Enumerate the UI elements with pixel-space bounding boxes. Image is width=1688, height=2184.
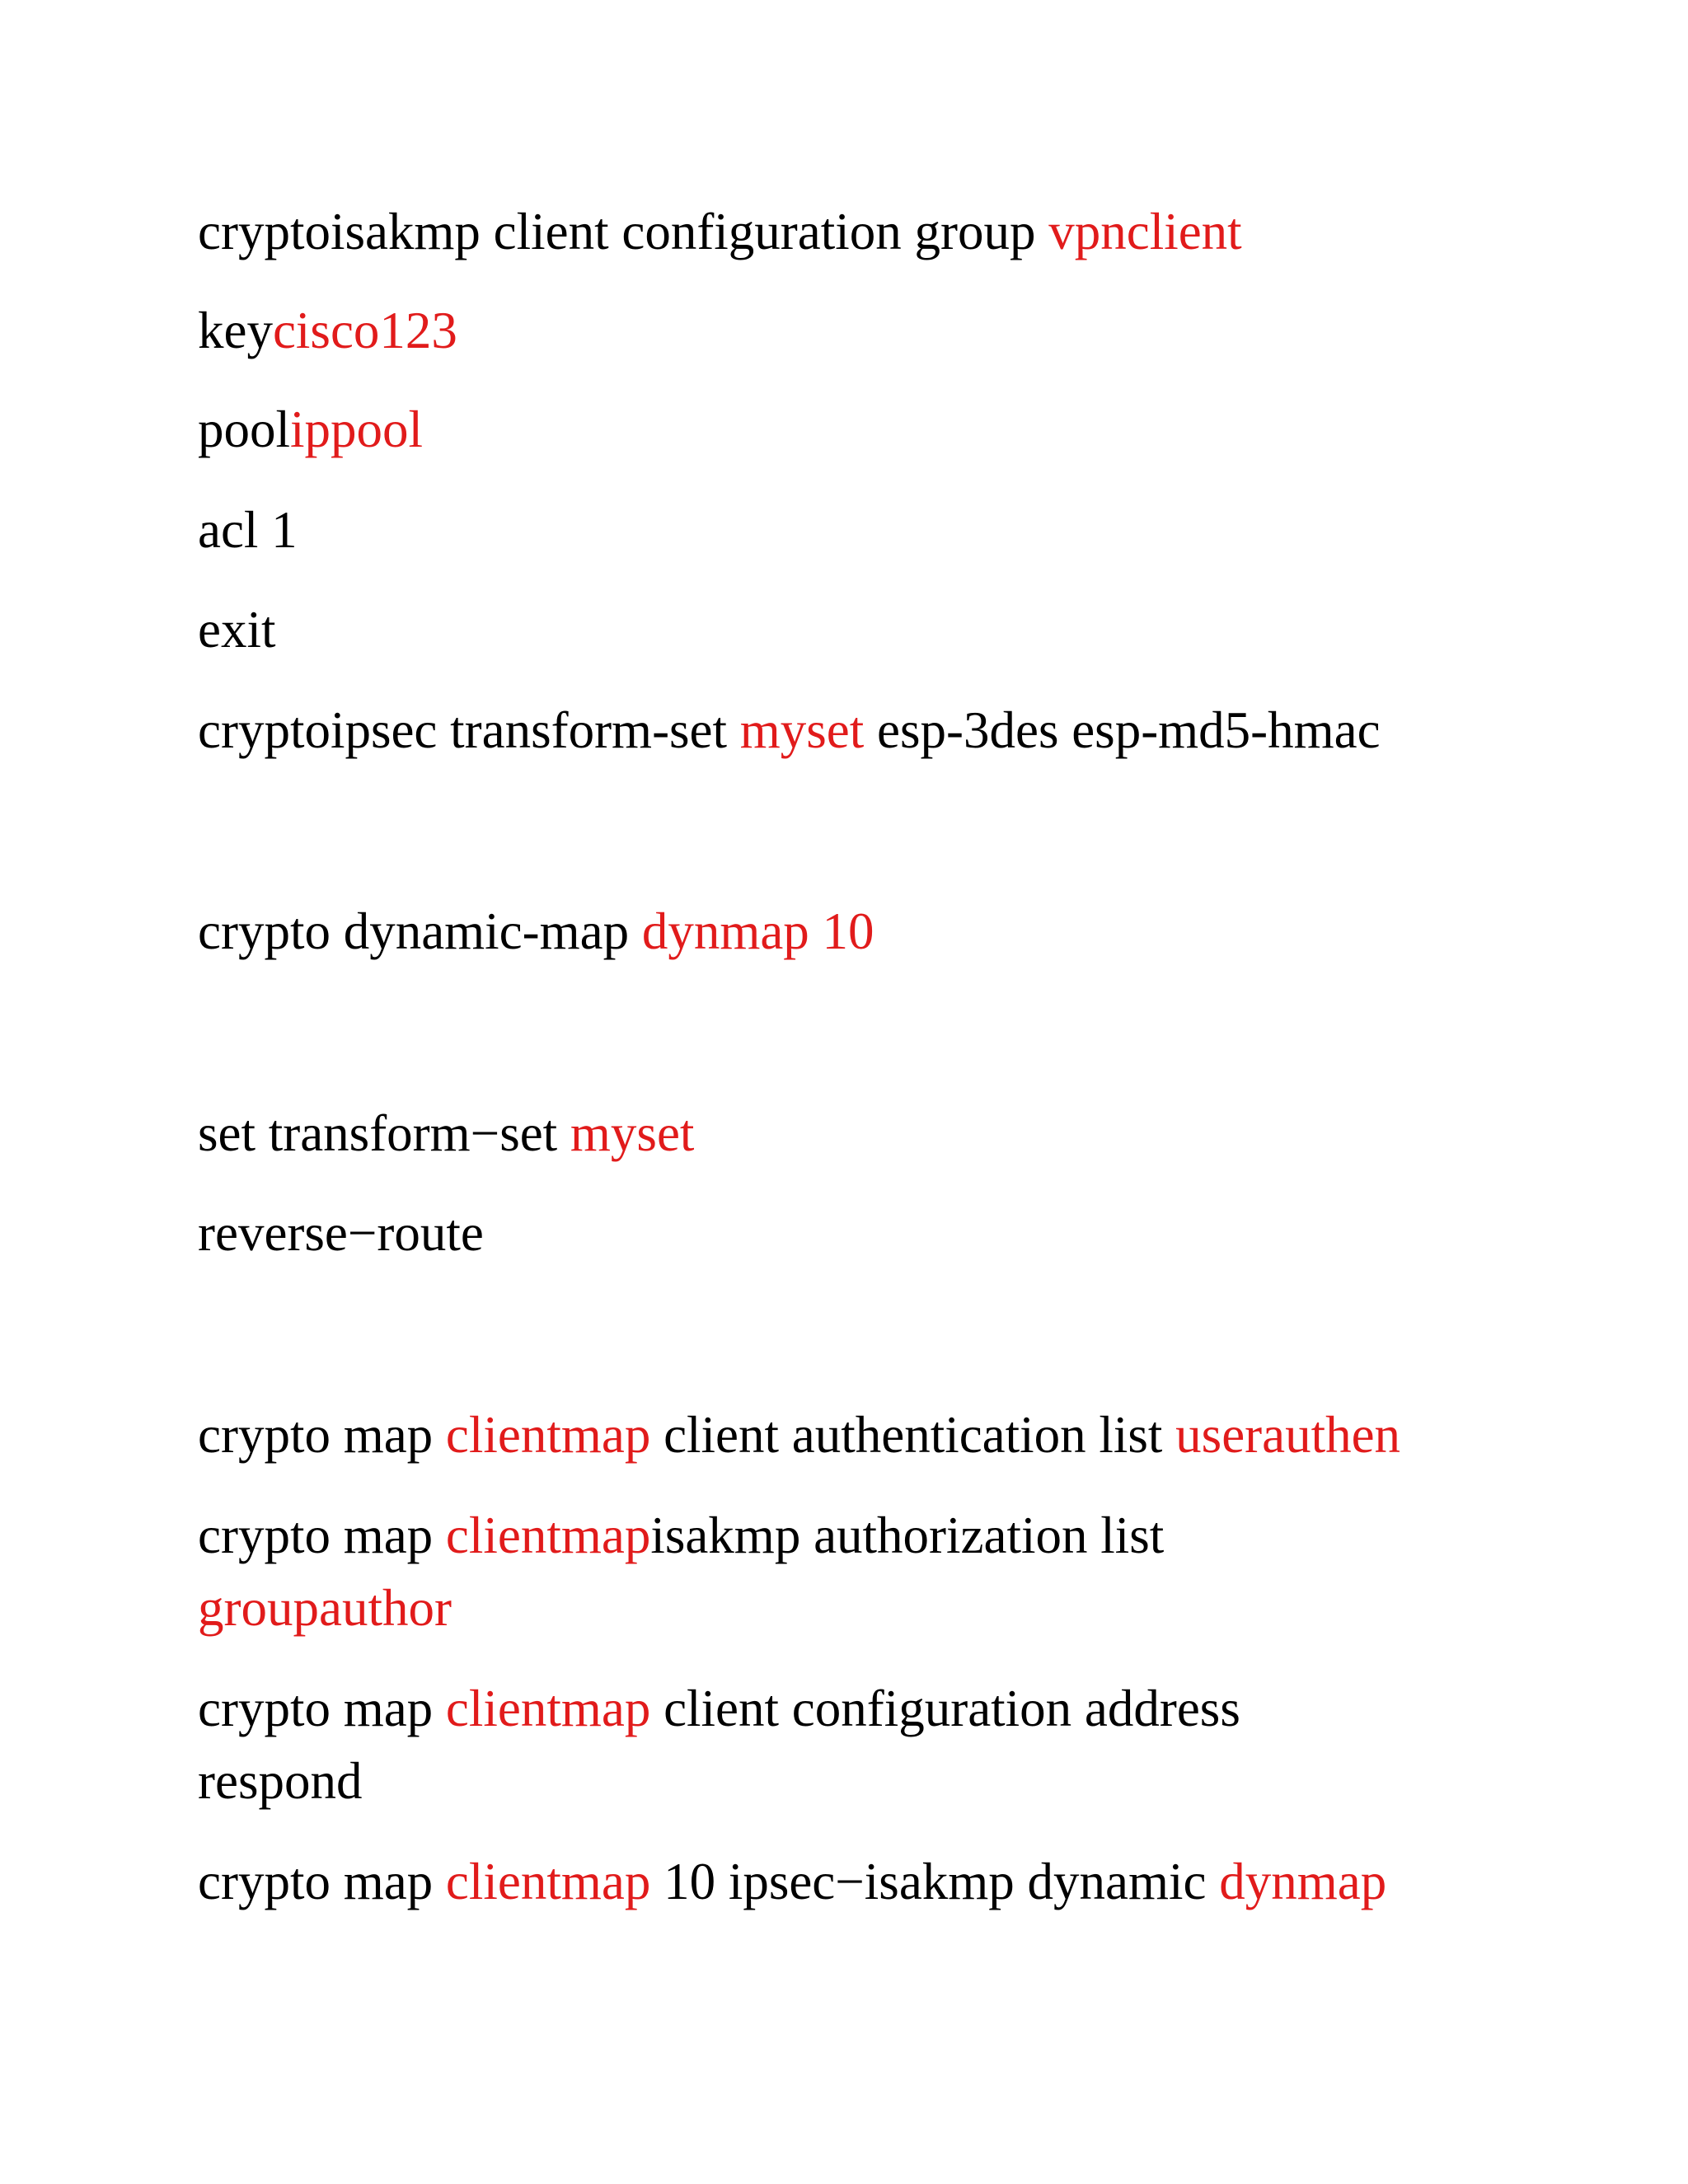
- transform-set-name: myset: [739, 701, 865, 759]
- line-text: client authentication list: [650, 1406, 1176, 1464]
- line-text: crypto map: [198, 1680, 446, 1737]
- line-text: crypto map: [198, 1853, 446, 1910]
- config-line-dynamic-map: [198, 902, 874, 960]
- line-text: isakmp authorization list: [650, 1507, 1165, 1564]
- line-text: crypto map: [198, 1406, 446, 1464]
- config-line-acl: [198, 501, 298, 559]
- line-text: esp-3des esp-md5-hmac: [864, 701, 1381, 759]
- line-text: crypto map: [198, 1507, 446, 1564]
- config-line-key: [198, 302, 457, 359]
- config-line-isakmp-authorization-cont: [198, 1579, 452, 1637]
- line-text: crypto dynamic-map: [198, 902, 642, 960]
- line-text: respond: [198, 1752, 363, 1810]
- config-line-client-config-address-cont: [198, 1752, 363, 1810]
- line-text: pool: [198, 401, 291, 458]
- authorization-list-name: groupauthor: [198, 1579, 452, 1637]
- config-line-reverse-route: [198, 1204, 484, 1262]
- config-line-set-transform: [198, 1104, 695, 1162]
- line-text: set transform−set: [198, 1104, 570, 1162]
- config-line-client-config-address: [198, 1680, 1240, 1737]
- config-line-transform-set: [198, 701, 1381, 759]
- crypto-map-name: clientmap: [445, 1680, 651, 1737]
- line-text: client configuration address: [650, 1680, 1240, 1737]
- transform-set-name: myset: [570, 1104, 695, 1162]
- line-text: acl 1: [198, 501, 298, 559]
- line-text: 10 ipsec−isakmp dynamic: [650, 1853, 1220, 1910]
- crypto-map-name: clientmap: [445, 1853, 651, 1910]
- crypto-map-name: clientmap: [445, 1406, 651, 1464]
- config-line-pool: [198, 401, 424, 458]
- dynamic-map-name: dynmap 10: [641, 902, 874, 960]
- line-text: reverse−route: [198, 1204, 484, 1262]
- pool-name: ippool: [290, 401, 424, 458]
- config-line-group: [198, 203, 1242, 260]
- config-line-exit: [198, 601, 276, 658]
- group-name: vpnclient: [1048, 203, 1242, 260]
- line-text: exit: [198, 601, 276, 658]
- dynamic-map-name: dynmap: [1219, 1853, 1387, 1910]
- auth-list-name: userauthen: [1175, 1406, 1401, 1464]
- line-text: cryptoipsec transform-set: [198, 701, 740, 759]
- key-value: cisco123: [272, 302, 457, 359]
- crypto-map-name: clientmap: [445, 1507, 651, 1564]
- line-text: key: [198, 302, 273, 359]
- config-line-ipsec-isakmp-dynamic: [198, 1853, 1387, 1910]
- line-text: cryptoisakmp client configuration group: [198, 203, 1049, 260]
- config-line-isakmp-authorization: [198, 1507, 1165, 1564]
- config-line-client-auth: [198, 1406, 1401, 1464]
